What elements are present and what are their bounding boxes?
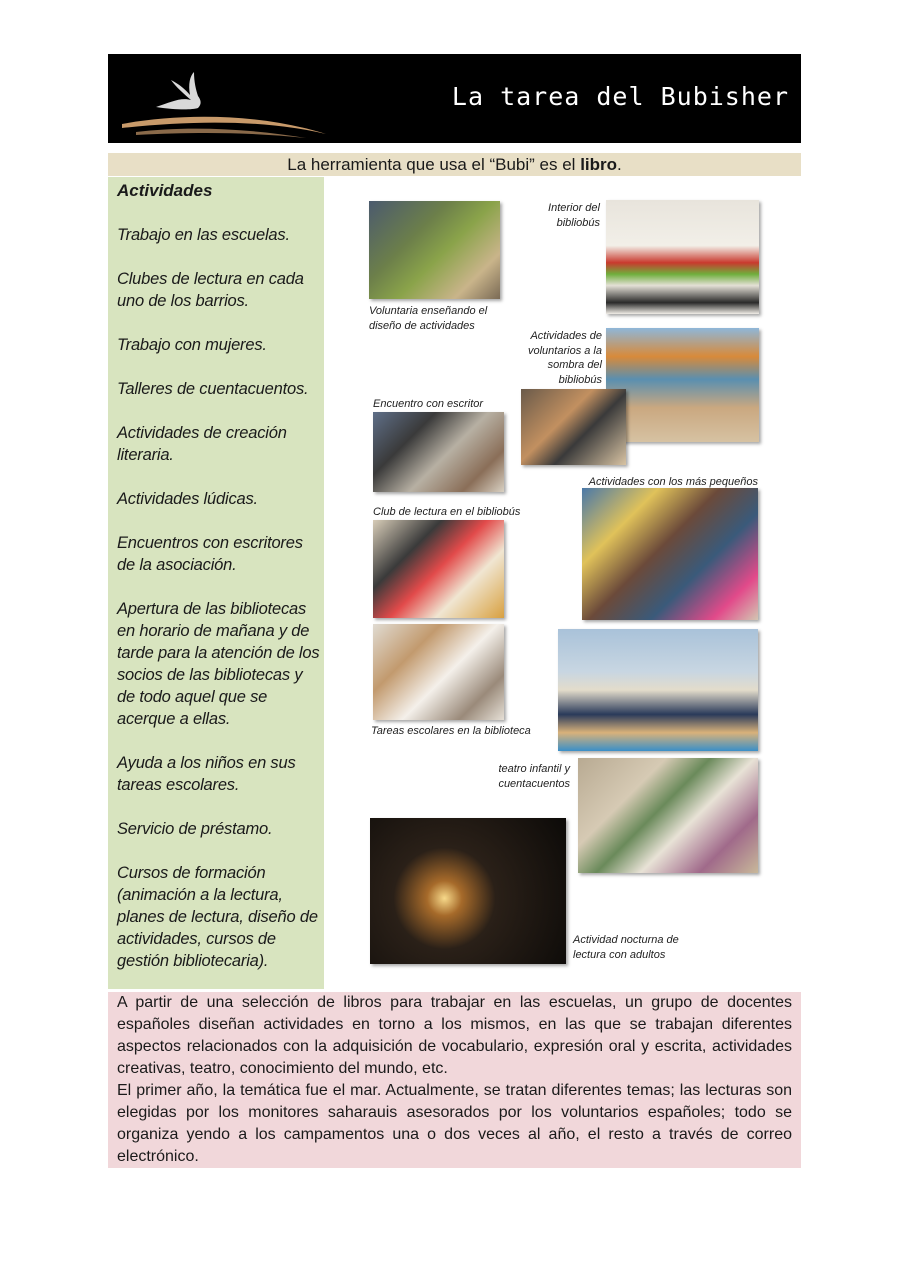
activities-list	[117, 224, 322, 994]
list-item: Apertura de las bibliotecas en horario de mañana y de tarde para la atención de los socios de las bibliotecas y de todo aquel que se acerque a ellas.	[117, 600, 320, 728]
description-paragraph: El primer año, la temática fue el mar. Actualmente, se tratan diferentes temas; las lecturas son elegidas por los monitores saharauis asesorados por los voluntarios españoles; todo se organiza yendo a los campamentos una o dos veces al año, el resto a través de correo electrónico.	[117, 1082, 792, 1165]
caption-small: Actividades con los más pequeños	[588, 476, 758, 488]
photo-theatre	[578, 758, 758, 873]
list-item: Servicio de préstamo.	[117, 820, 273, 838]
bird-logo-icon	[116, 62, 346, 142]
photo-shade-group	[521, 389, 626, 465]
caption-shade: Actividades de voluntarios a la sombra del bibliobús	[528, 330, 602, 386]
photo-outdoor-event	[558, 629, 758, 751]
subtitle-bar	[108, 153, 801, 176]
photo-night	[370, 818, 566, 964]
photo-writer	[373, 412, 504, 492]
list-item: Trabajo en las escuelas.	[117, 226, 290, 244]
description-paragraph: A partir de una selección de libros para trabajar en las escuelas, un grupo de docentes españoles diseñan actividades en torno a los mismos, en las que se trabajan diferentes aspectos relacionados con la adquisición de vocabulario, expresión oral y escrita, actividades creativas, teatro, conocimiento del mundo, etc.	[117, 994, 792, 1077]
photo-volunteer	[369, 201, 500, 299]
list-item: Actividades de creación literaria.	[117, 424, 287, 464]
subtitle-text: La herramienta que usa el “Bubi” es el	[287, 155, 581, 174]
photo-shade	[606, 328, 759, 442]
list-item: Encuentros con escritores de la asociación.	[117, 534, 303, 574]
list-item: Actividades lúdicas.	[117, 490, 258, 508]
caption-interior: Interior del bibliobús	[548, 202, 600, 229]
list-item: Talleres de cuentacuentos.	[117, 380, 309, 398]
page-title: La tarea del Bubisher	[451, 82, 789, 111]
caption-night: Actividad nocturna de lectura con adultos	[573, 934, 679, 961]
caption-theatre: teatro infantil y cuentacuentos	[498, 763, 570, 790]
header-banner	[108, 54, 801, 143]
photo-homework	[373, 624, 504, 720]
caption-homework: Tareas escolares en la biblioteca	[371, 725, 531, 737]
sidebar-title: Actividades	[117, 181, 213, 200]
caption-writer: Encuentro con escritor	[373, 398, 484, 410]
caption-club: Club de lectura en el bibliobús	[373, 506, 521, 518]
caption-volunteer: Voluntaria enseñando el diseño de actividades	[369, 305, 488, 332]
subtitle-bold-word: libro	[580, 155, 618, 174]
photo-interior	[606, 200, 759, 314]
photo-club	[373, 520, 504, 618]
list-item: Clubes de lectura en cada uno de los barrios.	[117, 270, 304, 310]
list-item: Trabajo con mujeres.	[117, 336, 267, 354]
photo-small	[582, 488, 758, 620]
list-item: Ayuda a los niños en sus tareas escolares.	[117, 754, 296, 794]
description-box	[108, 992, 801, 1168]
activities-sidebar	[108, 177, 324, 989]
list-item: Cursos de formación (animación a la lectura, planes de lectura, diseño de actividades, cursos de gestión bibliotecaria).	[117, 864, 318, 970]
subtitle-end: .	[617, 155, 622, 174]
